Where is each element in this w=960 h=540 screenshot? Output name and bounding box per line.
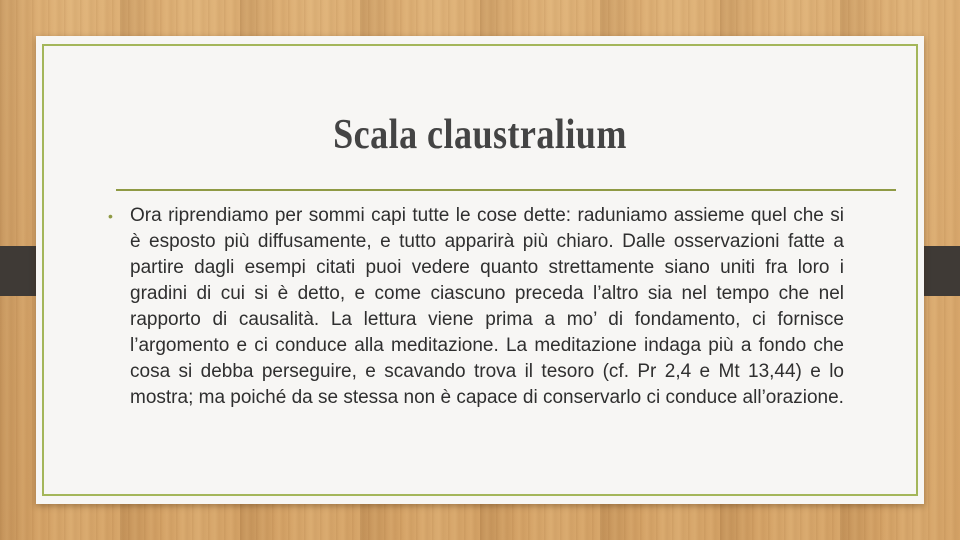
title-divider <box>116 189 896 191</box>
bullet-dot-icon: • <box>108 208 113 224</box>
slide-body-text: Ora riprendiamo per sommi capi tutte le cose dette: raduniamo assieme quel che si è esposto più diffusamente, e tutto apparirà più chiaro. Dalle osservazioni fatte a partire dagli esempi citati puoi vedere quanto strettamente siano uniti fra loro i gradini di cui si è detto, e come ciascuno preceda l’altro sia nel tempo che nel rapporto di causalità. La lettura viene prima a mo’ di fondamento, ci fornisce l’argomento e ci conduce alla meditazione. La meditazione indaga più a fondo che cosa si debba perseguire, e scavando trova il tesoro (cf. Pr 2,4 e Mt 13,44) e lo mostra; ma poiché da se stessa non è capace di conservarlo ci conduce all’orazione. <box>130 205 844 408</box>
slide-card <box>36 36 924 504</box>
slide-title: Scala claustralium <box>333 112 627 158</box>
